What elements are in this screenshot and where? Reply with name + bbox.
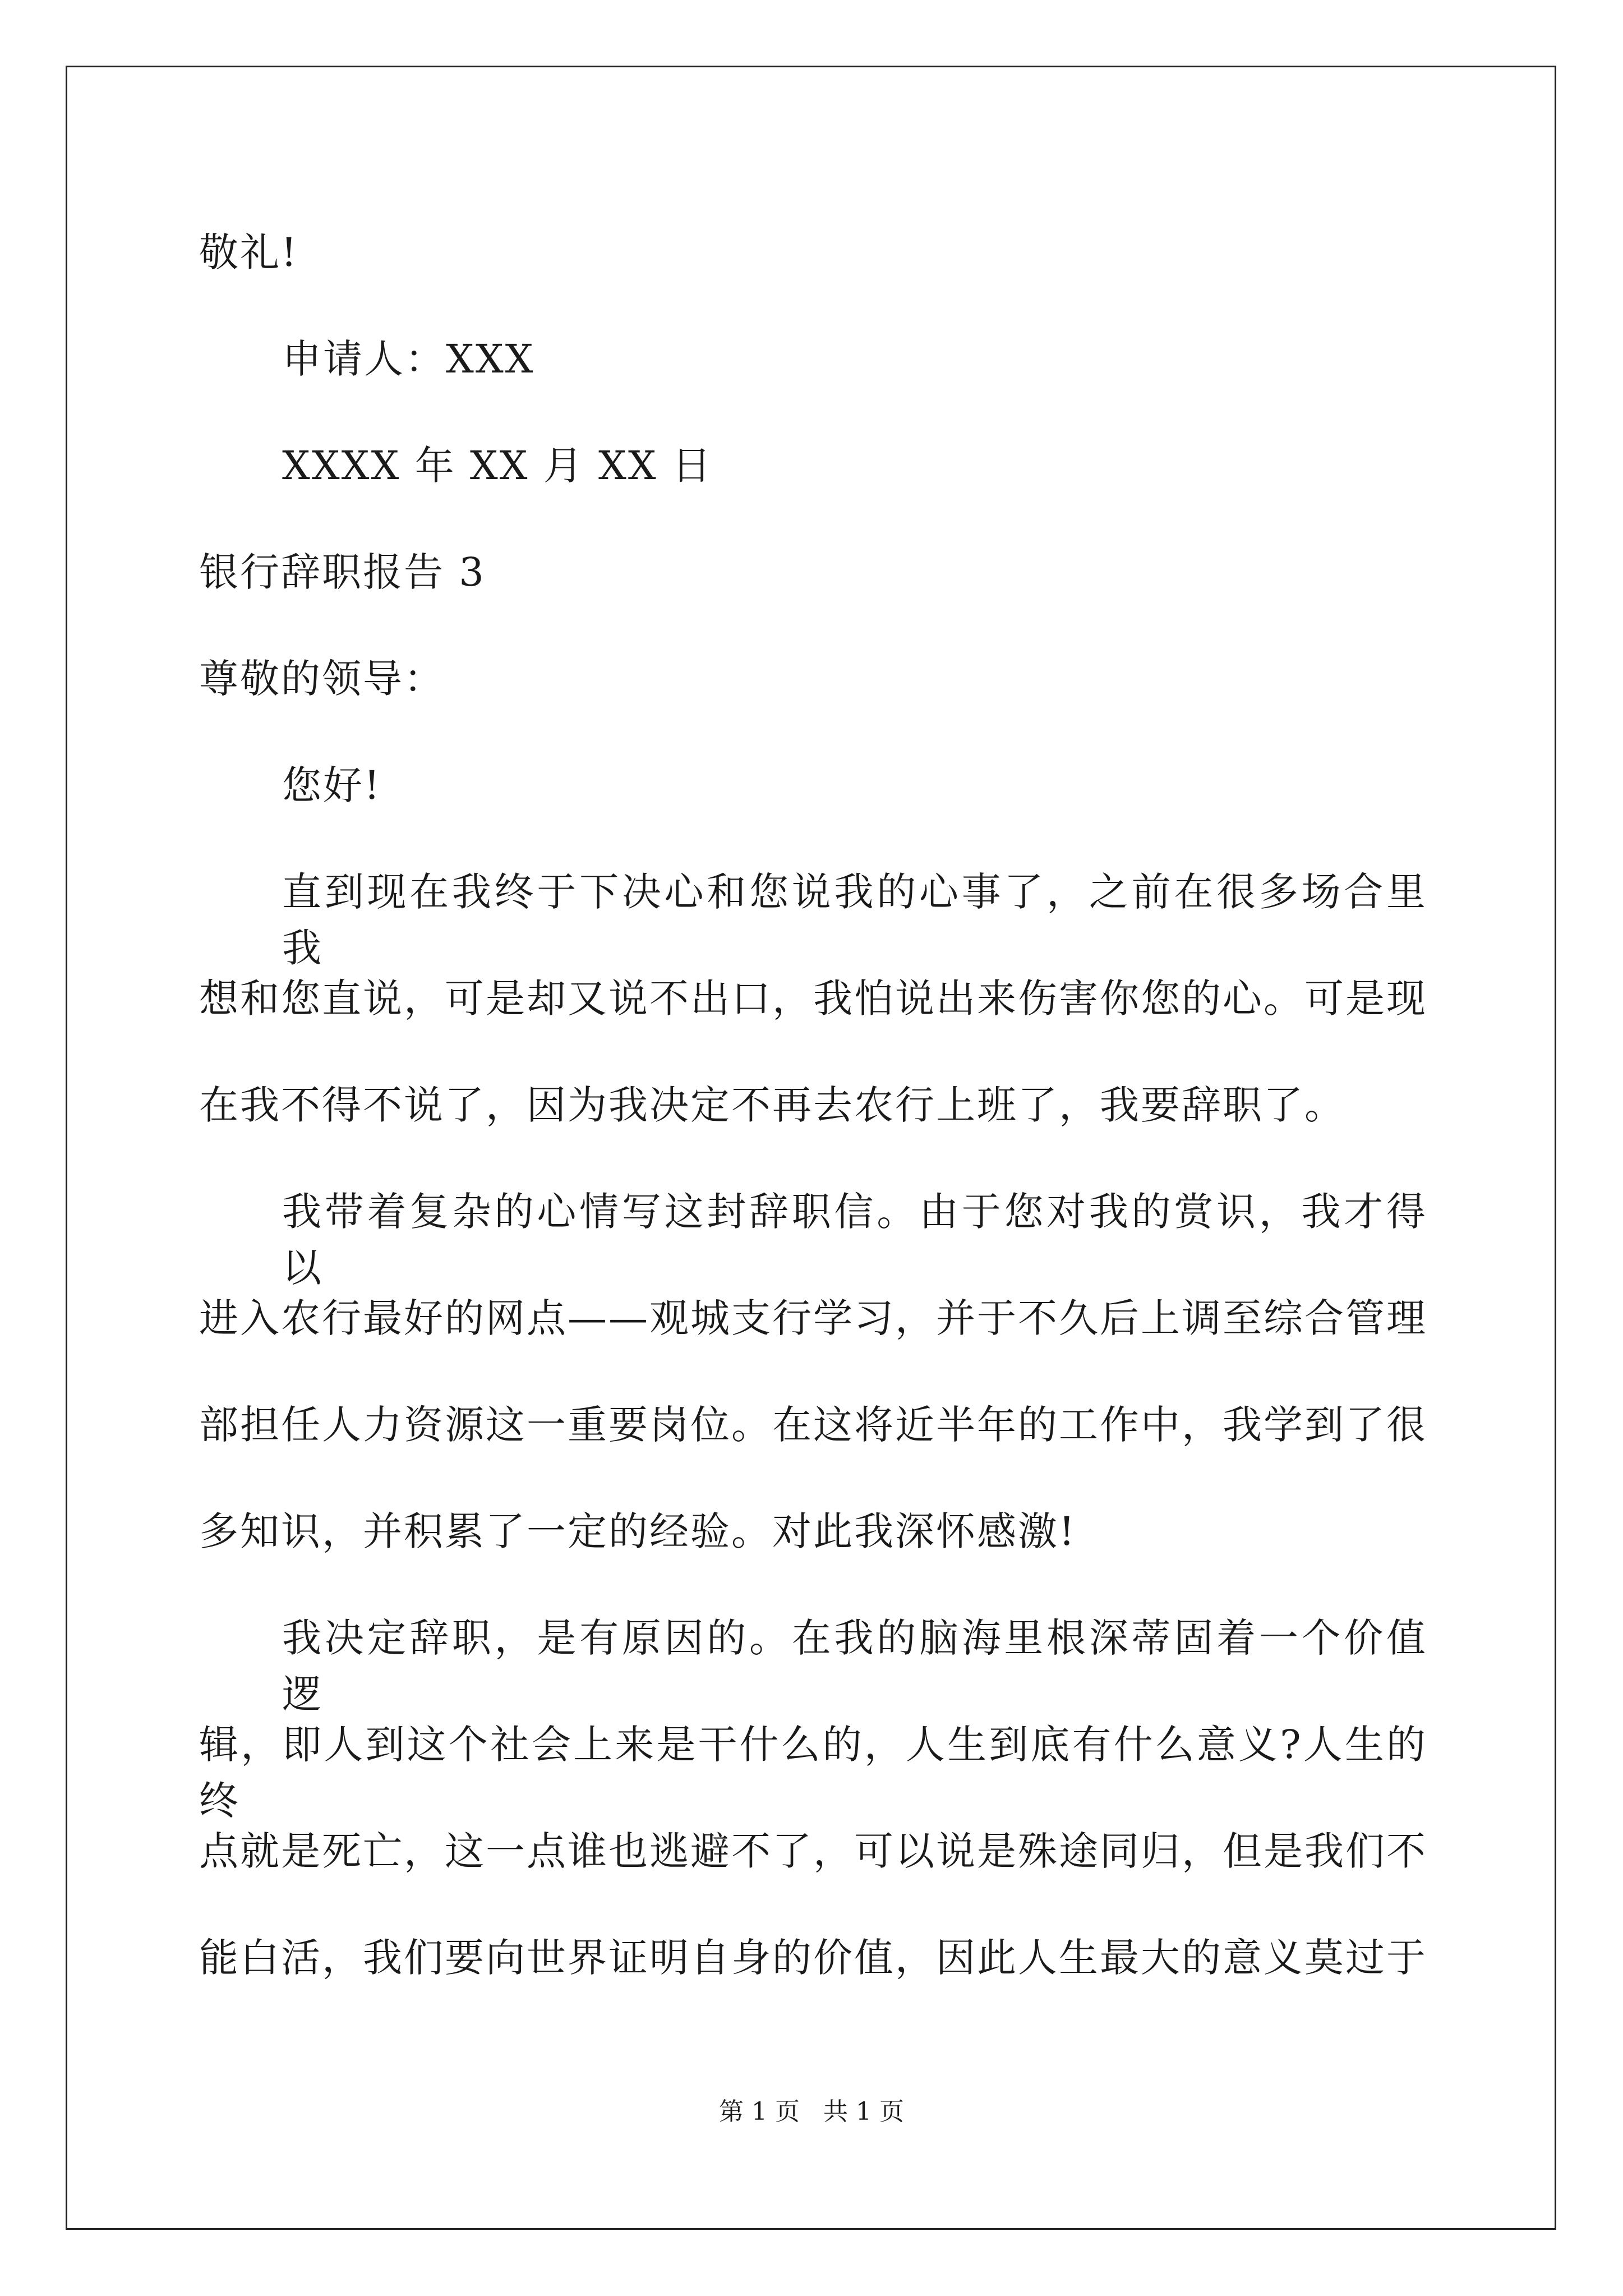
paragraph-line: 进入农行最好的网点——观城支行学习，并于不久后上调至综合管理 xyxy=(199,1295,1427,1341)
applicant-line: 申请人：XXX xyxy=(282,336,535,382)
paragraph-line: 想和您直说，可是却又说不出口，我怕说出来伤害你您的心。可是现 xyxy=(199,976,1427,1022)
page-border xyxy=(66,66,1556,2230)
paragraph-line: 我决定辞职，是有原因的。在我的脑海里根深蒂固着一个价值逻 xyxy=(282,1615,1427,1717)
greeting-line: 您好! xyxy=(282,762,382,808)
paragraph-line: 能白活，我们要向世界证明自身的价值，因此人生最大的意义莫过于 xyxy=(199,1935,1427,1981)
date-line: XXXX 年 XX 月 XX 日 xyxy=(282,443,713,489)
paragraph-line: 多知识，并积累了一定的经验。对此我深怀感激! xyxy=(199,1508,1077,1554)
closing-line: 敬礼! xyxy=(199,229,299,275)
paragraph-line: 在我不得不说了，因为我决定不再去农行上班了，我要辞职了。 xyxy=(199,1082,1345,1128)
report-title: 银行辞职报告 3 xyxy=(199,549,486,595)
page-footer: 第 1 页 共 1 页 xyxy=(719,2097,904,2126)
paragraph-line: 部担任人力资源这一重要岗位。在这将近半年的工作中，我学到了很 xyxy=(199,1402,1427,1448)
paragraph-line: 直到现在我终于下决心和您说我的心事了，之前在很多场合里我 xyxy=(282,869,1427,971)
paragraph-line: 我带着复杂的心情写这封辞职信。由于您对我的赏识，我才得以 xyxy=(282,1189,1427,1291)
paragraph-line: 点就是死亡，这一点谁也逃避不了，可以说是殊途同归，但是我们不 xyxy=(199,1828,1427,1874)
salutation-line: 尊敬的领导： xyxy=(199,656,445,702)
paragraph-line: 辑，即人到这个社会上来是干什么的，人生到底有什么意义?人生的终 xyxy=(199,1722,1427,1824)
